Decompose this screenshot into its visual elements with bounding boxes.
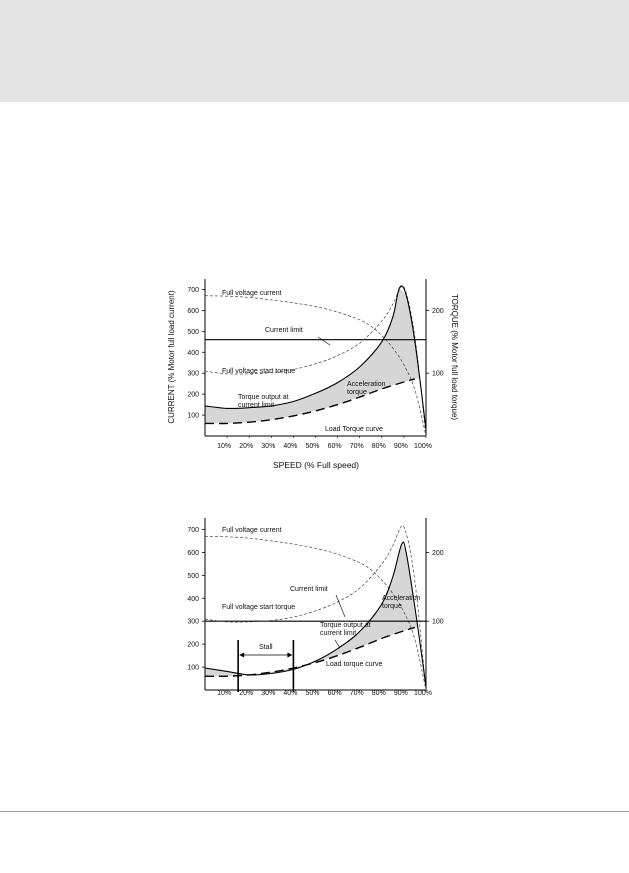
full-voltage-current-label: Full voltage current xyxy=(222,290,282,297)
torque-tick-label-100: 100 xyxy=(432,370,444,378)
speed-tick-label-10: 10% xyxy=(217,690,232,697)
torque-tick-label-200: 200 xyxy=(432,307,444,315)
footer-rule xyxy=(0,811,629,812)
speed-tick-label-100: 100% xyxy=(414,690,432,697)
load-torque-curve-label: Load Torque curve xyxy=(325,426,383,433)
speed-tick-label-70: 70% xyxy=(349,443,364,450)
full-voltage-current-label: Full voltage current xyxy=(222,527,282,534)
speed-tick-label-100: 100% xyxy=(414,443,432,450)
acceleration-torque-label-line2: torque xyxy=(347,389,367,396)
current-tick-label-200: 200 xyxy=(187,391,199,399)
current-tick-label-600: 600 xyxy=(187,549,199,557)
torque-output-at-current-limit-label-line2: current limit xyxy=(320,630,357,637)
current-axis-title: CURRENT (% Motor full load current) xyxy=(167,290,176,424)
torque-tick-label-200: 200 xyxy=(432,549,444,557)
speed-tick-label-40: 40% xyxy=(283,690,298,697)
speed-tick-label-30: 30% xyxy=(261,443,276,450)
stall-label: Stall xyxy=(258,644,273,651)
speed-tick-label-80: 80% xyxy=(371,690,386,697)
full-voltage-start-torque-label: Full voltage start torque xyxy=(222,368,296,375)
speed-tick-label-90: 90% xyxy=(393,443,408,450)
torque-output-at-current-limit-label: Torque output at xyxy=(320,622,371,629)
current-tick-label-500: 500 xyxy=(187,572,199,580)
current-tick-label-600: 600 xyxy=(187,307,199,315)
current-tick-label-700: 700 xyxy=(187,286,199,294)
speed-tick-label-30: 30% xyxy=(261,690,276,697)
speed-tick-label-80: 80% xyxy=(371,443,386,450)
acceleration-torque-label: Acceleration xyxy=(347,381,386,388)
load-torque-curve-label: Load torque curve xyxy=(326,661,383,668)
speed-tick-label-40: 40% xyxy=(283,443,298,450)
current-limit-label: Current limit xyxy=(265,327,303,334)
current-tick-label-300: 300 xyxy=(187,370,199,378)
current-limit-label: Current limit xyxy=(290,586,328,593)
full-voltage-start-torque-label: Full voltage start torque xyxy=(222,604,296,611)
speed-tick-label-20: 20% xyxy=(239,690,254,697)
current-tick-label-300: 300 xyxy=(187,618,199,626)
speed-axis-title: SPEED (% Full speed) xyxy=(273,460,359,470)
current-tick-label-400: 400 xyxy=(187,595,199,603)
current-tick-label-100: 100 xyxy=(187,664,199,672)
current-tick-label-200: 200 xyxy=(187,641,199,649)
acceleration-torque-label-line2: torque xyxy=(382,603,402,610)
speed-tick-label-50: 50% xyxy=(305,443,320,450)
current-tick-label-700: 700 xyxy=(187,526,199,534)
speed-tick-label-50: 50% xyxy=(305,690,320,697)
current-limit-leader xyxy=(336,595,345,617)
speed-tick-label-90: 90% xyxy=(393,690,408,697)
torque-output-at-current-limit-label: Torque output at xyxy=(238,394,289,401)
speed-tick-label-60: 60% xyxy=(327,443,342,450)
speed-tick-label-60: 60% xyxy=(327,690,342,697)
stall-arrow-right xyxy=(287,653,292,658)
speed-tick-label-10: 10% xyxy=(217,443,232,450)
stall-arrow-left xyxy=(239,653,244,658)
acceleration-torque-label: Acceleration xyxy=(382,595,421,602)
current-tick-label-500: 500 xyxy=(187,328,199,336)
torque-output-at-current-limit-label-line2: current limit xyxy=(238,402,275,409)
torque-axis-title: TORQUE (% Motor full load torque) xyxy=(450,293,459,421)
current-tick-label-100: 100 xyxy=(187,412,199,420)
torque-tick-label-100: 100 xyxy=(432,618,444,626)
speed-tick-label-70: 70% xyxy=(349,690,364,697)
speed-tick-label-20: 20% xyxy=(239,443,254,450)
current-tick-label-400: 400 xyxy=(187,349,199,357)
torque-output-at-current-limit-leader xyxy=(335,640,340,648)
